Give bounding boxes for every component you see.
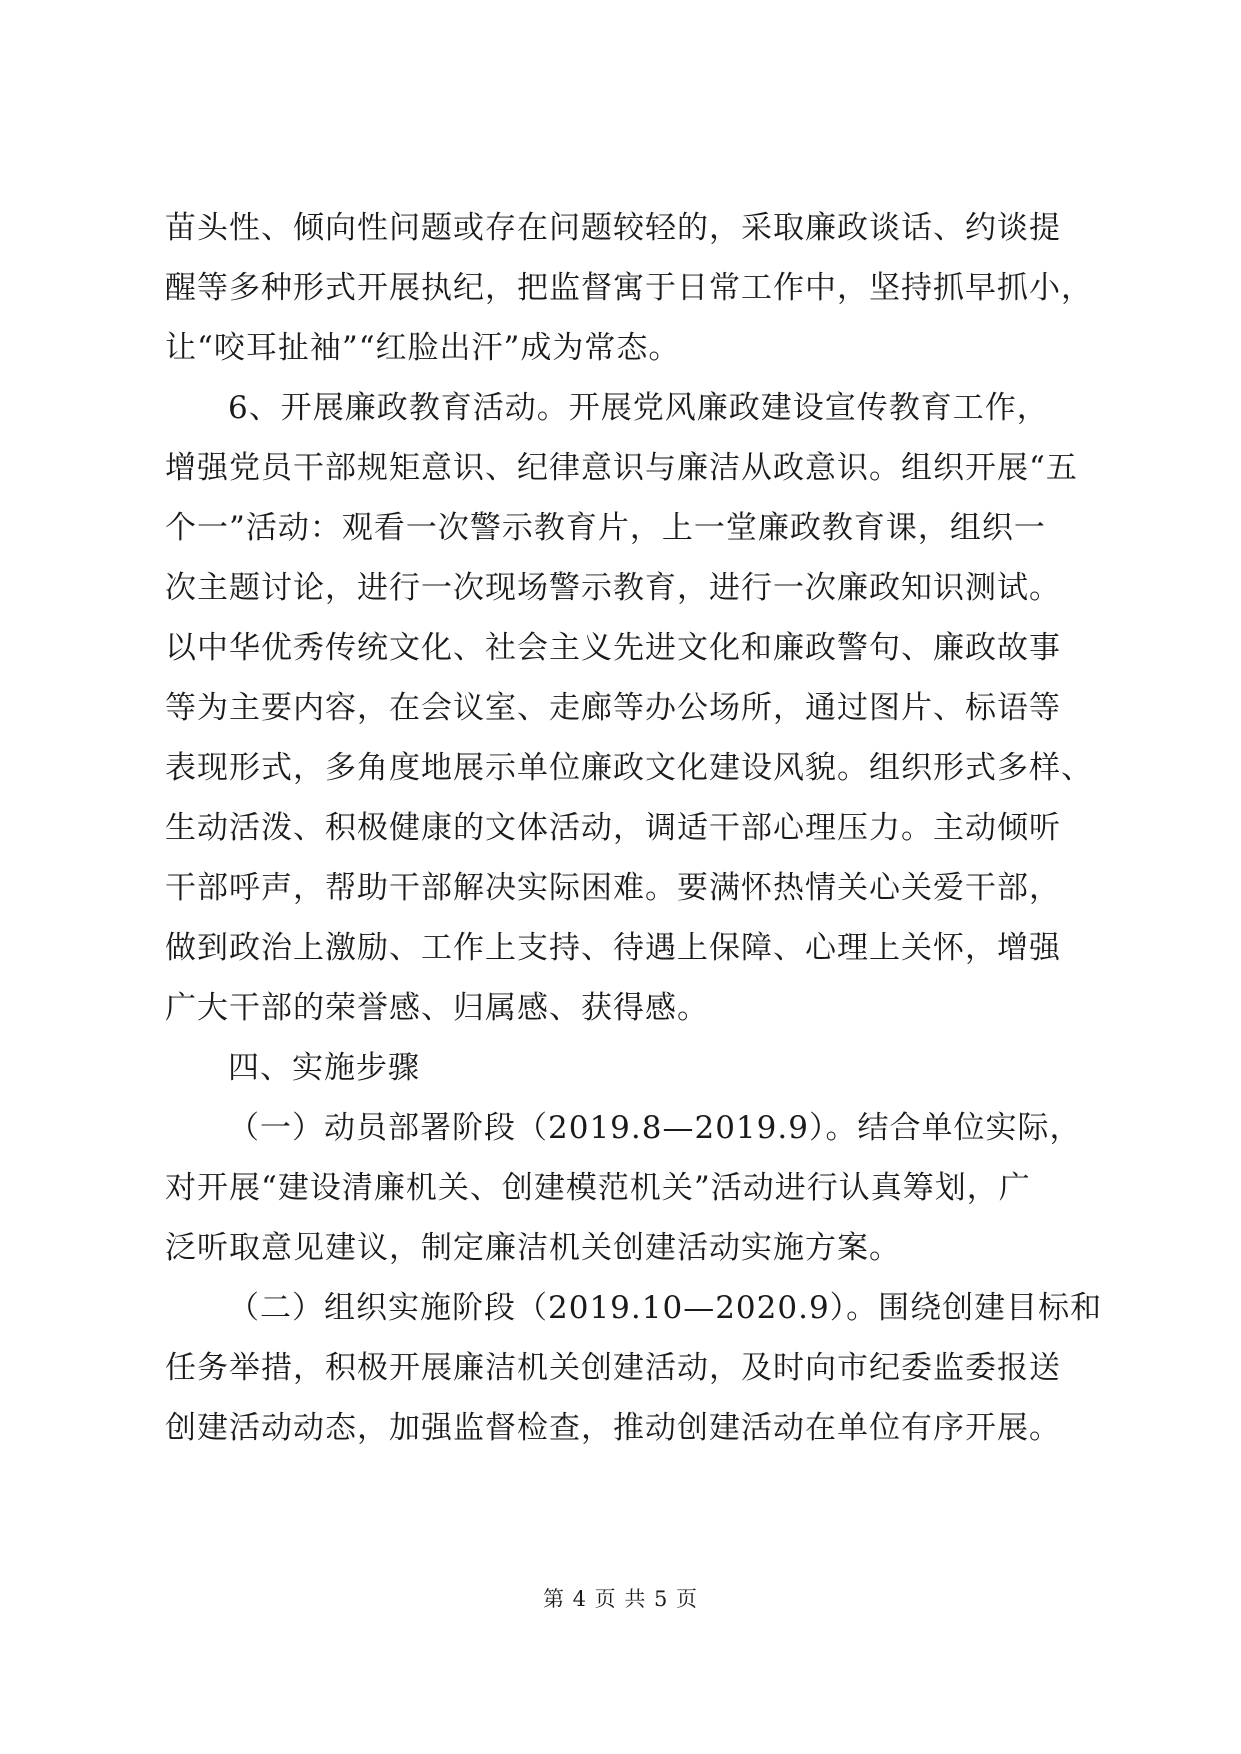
body-text-line: 醒等多种形式开展执纪，把监督寓于日常工作中，坚持抓早抓小， — [165, 270, 1093, 306]
body-text-line: 以中华优秀传统文化、社会主义先进文化和廉政警句、廉政故事 — [165, 630, 1061, 666]
body-text-line: 创建活动动态，加强监督检查，推动创建活动在单位有序开展。 — [165, 1410, 1061, 1446]
body-text-line: 增强党员干部规矩意识、纪律意识与廉洁从政意识。组织开展“五 — [165, 450, 1078, 486]
body-text-line: 做到政治上激励、工作上支持、待遇上保障、心理上关怀，增强 — [165, 930, 1061, 966]
body-text-line: 次主题讨论，进行一次现场警示教育，进行一次廉政知识测试。 — [165, 570, 1061, 606]
body-text-line: 干部呼声，帮助干部解决实际困难。要满怀热情关心关爱干部， — [165, 870, 1061, 906]
body-text-line: （一）动员部署阶段（2019.8—2019.9）。结合单位实际， — [228, 1110, 1082, 1146]
page-number-footer: 第 4 页 共 5 页 — [542, 1587, 699, 1611]
body-text-line: 广大干部的荣誉感、归属感、获得感。 — [165, 990, 709, 1026]
body-text-line: 让“咬耳扯袖”“红脸出汗”成为常态。 — [165, 330, 681, 366]
body-text-line: 个一”活动：观看一次警示教育片，上一堂廉政教育课，组织一 — [165, 510, 1046, 546]
body-text-line: 泛听取意见建议，制定廉洁机关创建活动实施方案。 — [165, 1230, 901, 1266]
body-text-line: 苗头性、倾向性问题或存在问题较轻的，采取廉政谈话、约谈提 — [165, 210, 1061, 246]
body-text-line: 对开展“建设清廉机关、创建模范机关”活动进行认真筹划，广 — [165, 1170, 1031, 1206]
body-text-line: 等为主要内容，在会议室、走廊等办公场所，通过图片、标语等 — [165, 690, 1061, 726]
body-text-line: 生动活泼、积极健康的文体活动，调适干部心理压力。主动倾听 — [165, 810, 1061, 846]
body-text-line: 6、开展廉政教育活动。开展党风廉政建设宣传教育工作， — [228, 390, 1049, 426]
body-text-line: 任务举措，积极开展廉洁机关创建活动，及时向市纪委监委报送 — [165, 1350, 1061, 1386]
body-text-line: 表现形式，多角度地展示单位廉政文化建设风貌。组织形式多样、 — [165, 750, 1093, 786]
body-text-line: （二）组织实施阶段（2019.10—2020.9）。围绕创建目标和 — [228, 1290, 1103, 1326]
section-heading: 四、实施步骤 — [228, 1050, 420, 1086]
